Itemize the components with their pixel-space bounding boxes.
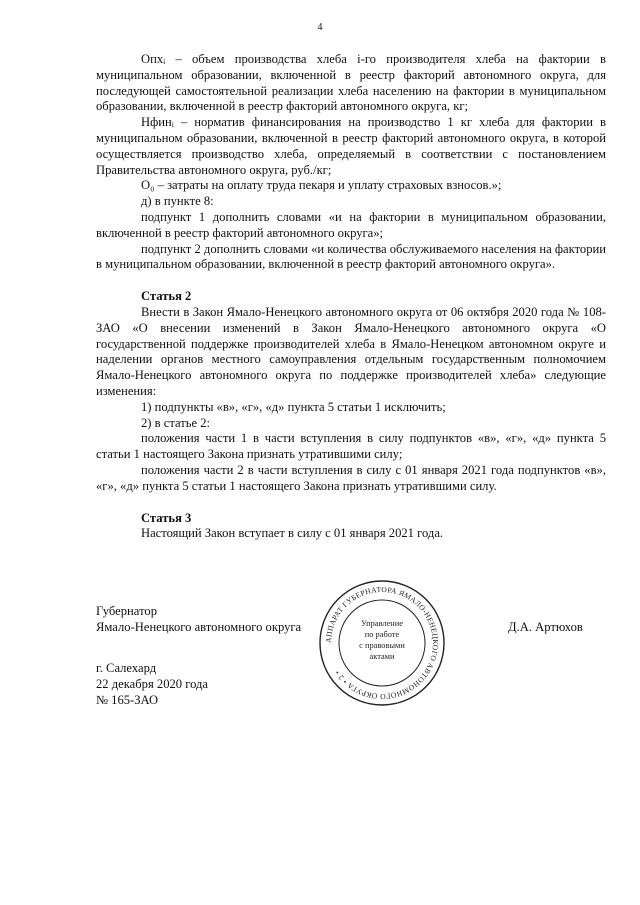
article-3-heading: Статья 3 bbox=[141, 510, 192, 525]
place-date: 22 декабря 2020 года bbox=[96, 676, 209, 691]
place-city: г. Салехард bbox=[96, 661, 157, 675]
paragraph-o0-definition: О₀ – затраты на оплату труда пекаря и уплату страховых взносов.»; bbox=[141, 178, 502, 193]
paragraph-article-2-part-1: положения части 1 в части вступления в силу подпунктов «в», «г», «д» пункта 5 статьи 1 настоящего Закона признать утратившими силу; bbox=[96, 431, 606, 462]
paragraph-opx-definition: Опхᵢ – объем производства хлеба i-го производителя хлеба на фактории в муниципальном образовании, включенной в реестр факторий автономного округа, для последующей самостоятельной реализации хлеба населению на фактории в муниципальном образовании, включенной в реестр факторий автономного округа, кг; bbox=[96, 52, 606, 114]
stamp-ring-textpath: АППАРАТ ГУБЕРНАТОРА ЯМАЛО-НЕНЕЦКОГО АВТОНОМНОГО ОКРУГА • 2 • bbox=[323, 584, 441, 702]
signature-title-line-1: Губернатор bbox=[96, 604, 157, 618]
paragraph-nfin-definition: Нфинᵢ – норматив финансирования на производство 1 кг хлеба для фактории в муниципальном образовании, включенной в реестр факторий автономного округа, в которой осуществляется производство хлеба, определяемый в соответствии с постановлением Правительства автономного округа, руб./кг; bbox=[96, 115, 606, 177]
paragraph-article-2-intro: Внести в Закон Ямало-Ненецкого автономного округа от 06 октября 2020 года № 108-ЗАО «О внесении изменений в Закон Ямало-Ненецкого автономного округа «О государственной поддержке производителей хлеба в Ямало-Ненецком автономном округе и наделении органов местного самоуправления отдельным государственным полномочием Ямало-Ненецкого автономного округа по поддержке производителей хлеба» следующие изменения: bbox=[96, 304, 606, 398]
stamp-center-line-1: Управление bbox=[360, 619, 404, 628]
place-and-date bbox=[96, 661, 208, 708]
paragraph-article-3-text: Настоящий Закон вступает в силу с 01 января 2021 года. bbox=[141, 526, 444, 541]
stamp-center-line-3: с правовыми bbox=[359, 641, 405, 650]
paragraph-item-d: д) в пункте 8: bbox=[141, 194, 214, 209]
paragraph-subitem-2: подпункт 2 дополнить словами «и количества обслуживаемого населения на фактории в муниципальном образовании, включенной в реестр факторий автономного округа». bbox=[96, 241, 606, 272]
article-2-heading: Статья 2 bbox=[141, 289, 192, 304]
paragraph-article-2-item-1: 1) подпункты «в», «г», «д» пункта 5 статьи 1 исключить; bbox=[141, 399, 446, 414]
signature-title bbox=[96, 604, 301, 636]
signature-title-line-2: Ямало-Ненецкого автономного округа bbox=[96, 619, 302, 634]
paragraph-article-2-part-2: положения части 2 в части вступления в силу с 01 января 2021 года подпунктов «в», «г», «д» пункта 5 статьи 1 настоящего Закона признать утратившими силу. bbox=[96, 462, 606, 493]
stamp-center-line-4: актами bbox=[369, 652, 395, 661]
paragraph-subitem-1: подпункт 1 дополнить словами «и на фактории в муниципальном образовании, включенной в реестр факторий автономного округа»; bbox=[96, 209, 606, 240]
page-number: 4 bbox=[317, 22, 323, 33]
signature-name: Д.А. Артюхов bbox=[508, 620, 583, 634]
paragraph-article-2-item-2: 2) в статье 2: bbox=[141, 415, 211, 430]
stamp-center-line-2: по работе bbox=[364, 630, 400, 639]
law-number: № 165-ЗАО bbox=[96, 692, 159, 707]
document-body bbox=[96, 52, 606, 542]
official-stamp bbox=[317, 578, 447, 708]
